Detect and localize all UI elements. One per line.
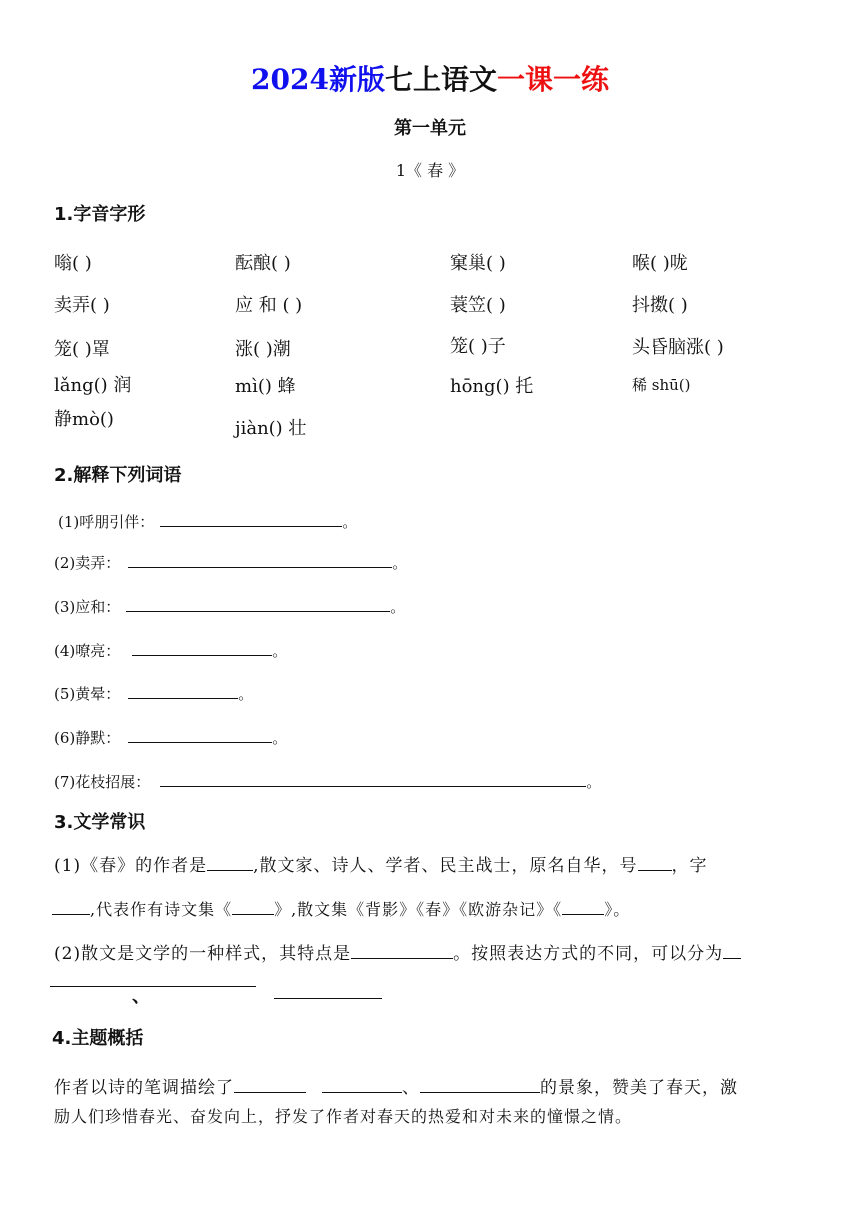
lesson-heading: 1《 春 》: [395, 161, 465, 180]
definition-end: 。: [272, 729, 288, 747]
definition-end: 。: [392, 554, 408, 572]
pinyin-item: 抖擞( ): [632, 295, 688, 316]
answer-blank-author[interactable]: [207, 852, 253, 871]
unit-heading: 第一单元: [394, 118, 466, 139]
title-part-red: 一课一练: [496, 63, 609, 96]
question-text: 》。: [604, 900, 631, 919]
section2-heading: 2.解释下列词语: [54, 465, 182, 486]
pinyin-item: 酝酿( ): [235, 253, 291, 274]
theme-summary-line2: 励人们珍惜春光、奋发向上，抒发了作者对春天的热爱和对未来的憧憬之情。: [54, 1107, 633, 1126]
answer-blank[interactable]: [160, 768, 586, 787]
definition-end: 。: [390, 598, 406, 616]
answer-blank-poetry[interactable]: [232, 896, 274, 915]
question-text: (2)散文是文学的一种样式，其特点是: [54, 944, 352, 964]
page-title: [0, 60, 860, 100]
definition-item: [54, 680, 253, 704]
pinyin-item: hōng() 托: [450, 376, 534, 397]
theme-summary-line1: [54, 1073, 738, 1098]
definition-end: 。: [586, 773, 602, 791]
definition-item: [58, 508, 357, 532]
definition-label: (5)黄晕：: [54, 685, 121, 703]
pinyin-item: jiàn() 壮: [235, 418, 307, 439]
answer-blank[interactable]: [128, 680, 238, 699]
definition-label: (4)嘹亮：: [54, 642, 121, 660]
question-text: ，字: [671, 856, 708, 876]
pinyin-item: 静mò(): [54, 409, 114, 430]
definition-label: (2)卖弄：: [54, 554, 121, 572]
section1-heading: 1.字音字形: [54, 204, 146, 225]
pinyin-item: 涨( )潮: [235, 339, 291, 360]
list-separator: 、: [132, 986, 150, 1007]
answer-blank-zi[interactable]: [52, 896, 90, 915]
literature-question-1-cont: [52, 896, 630, 920]
pinyin-item: 喉( )咙: [632, 253, 688, 274]
question-text: ,散文家、诗人、学者、民主战士，原名自华，号: [253, 856, 638, 876]
definition-label: (7)花枝招展：: [54, 773, 151, 791]
question-text: ,代表作有诗文集《: [90, 900, 233, 919]
definition-end: 。: [238, 685, 254, 703]
summary-text: 作者以诗的笔调描绘了: [54, 1078, 234, 1098]
literature-question-1: [54, 851, 708, 876]
answer-blank[interactable]: [126, 593, 390, 612]
pinyin-item: 卖弄( ): [54, 295, 110, 316]
question-text: 》,散文集《背影》《春》《欧游杂记》《: [274, 900, 563, 919]
question-text: 。按照表达方式的不同，可以分为: [453, 944, 724, 964]
answer-blank-feature[interactable]: [351, 940, 453, 959]
title-part-black: 七上语文: [384, 63, 497, 96]
answer-blank[interactable]: [128, 549, 392, 568]
pinyin-item: 应 和 ( ): [235, 295, 303, 316]
definition-item: [54, 768, 601, 792]
definition-item: [54, 637, 287, 661]
answer-line-type1[interactable]: [50, 986, 256, 987]
pinyin-item: 稀 shū(): [632, 376, 691, 394]
answer-blank-type1-start[interactable]: [723, 940, 741, 959]
pinyin-item: 嗡( ): [54, 253, 92, 274]
definition-item: [54, 549, 407, 573]
pinyin-item: 蓑笠( ): [450, 295, 506, 316]
pinyin-item: 窠巢( ): [450, 253, 506, 274]
answer-blank-prose[interactable]: [562, 896, 604, 915]
definition-end: 。: [272, 642, 288, 660]
definition-end: 。: [342, 513, 358, 531]
answer-blank-hao[interactable]: [638, 852, 672, 871]
list-separator: 、: [402, 1078, 420, 1098]
definition-label: (3)应和：: [54, 598, 121, 616]
pinyin-item: 笼( )子: [450, 336, 506, 357]
answer-blank[interactable]: [160, 508, 342, 527]
definition-item: [54, 724, 287, 748]
summary-text: 的景象，赞美了春天，激: [540, 1078, 738, 1098]
section4-heading: 4.主题概括: [52, 1028, 144, 1049]
literature-question-2: [54, 939, 741, 964]
pinyin-item: 笼( )罩: [54, 339, 110, 360]
answer-blank-scene3[interactable]: [420, 1074, 540, 1093]
definition-label: (1)呼朋引伴：: [58, 513, 155, 531]
pinyin-item: mì() 蜂: [235, 376, 296, 397]
title-part-blue: 2024新版: [251, 63, 385, 96]
definition-label: (6)静默：: [54, 729, 121, 747]
answer-blank[interactable]: [128, 724, 272, 743]
answer-blank-scene1[interactable]: [234, 1074, 306, 1093]
pinyin-item: lǎng() 润: [54, 375, 132, 396]
answer-blank-scene2[interactable]: [322, 1074, 402, 1093]
answer-line-type2[interactable]: [274, 998, 382, 999]
question-text: (1)《春》的作者是: [54, 856, 208, 876]
answer-blank[interactable]: [132, 637, 272, 656]
section3-heading: 3.文学常识: [54, 812, 146, 833]
pinyin-item: 头昏脑涨( ): [632, 337, 724, 358]
definition-item: [54, 593, 405, 617]
